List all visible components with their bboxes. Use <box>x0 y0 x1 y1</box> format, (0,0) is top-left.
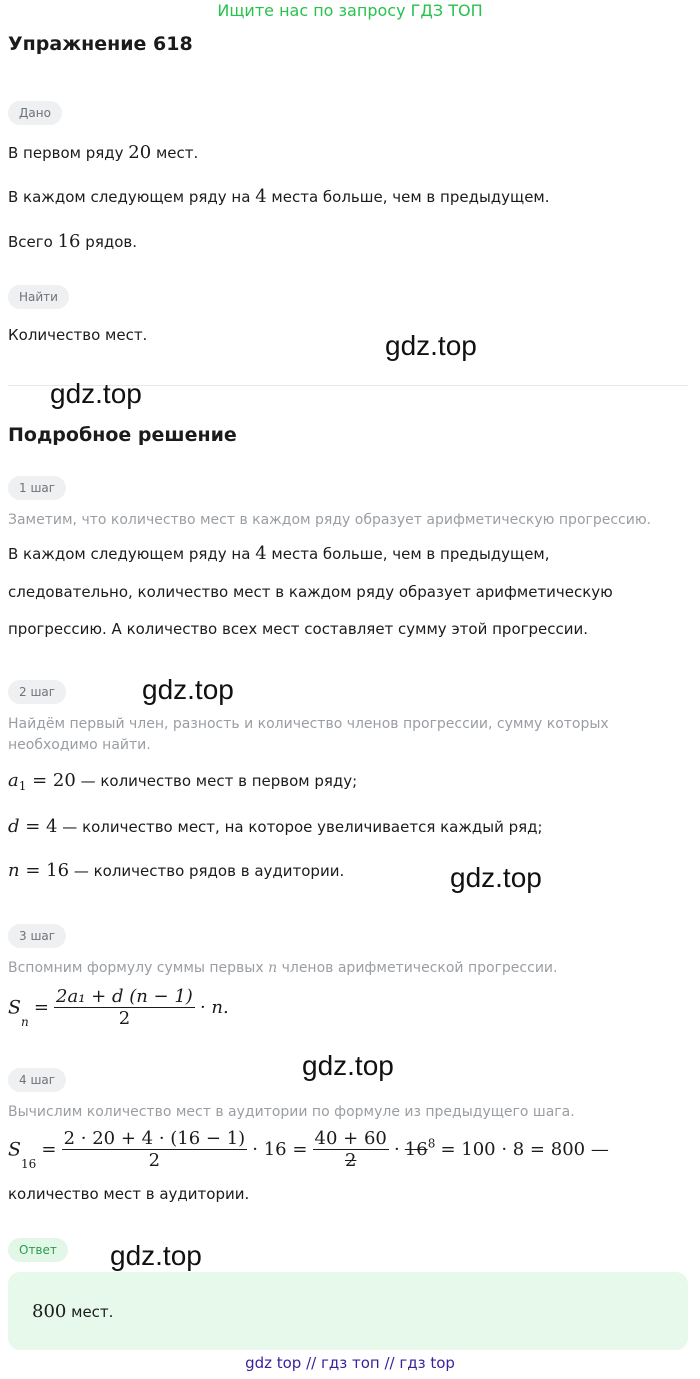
given-line-3-b: рядов. <box>85 233 137 251</box>
step-1-chip: 1 шаг <box>8 476 66 500</box>
given-line-1-num: 20 <box>128 142 152 163</box>
given-line-2-a: В каждом следующем ряду на <box>8 188 251 206</box>
step-1-line-1-a: В каждом следующем ряду на <box>8 545 251 563</box>
step-3-hint <box>8 960 557 976</box>
watermark: gdz.top <box>385 330 477 361</box>
step-4-chip: 4 шаг <box>8 1068 66 1092</box>
given-line-3-a: Всего <box>8 233 53 251</box>
a1-var: a <box>8 770 19 791</box>
n-var: n <box>8 860 20 881</box>
given-line-2 <box>8 186 550 207</box>
footer-links[interactable]: gdz top // гдз топ // гдз top <box>245 1354 455 1372</box>
watermark: gdz.top <box>142 674 234 705</box>
step-1-line-1-num: 4 <box>255 543 267 564</box>
answer-word: мест. <box>71 1303 114 1321</box>
given-line-1 <box>8 142 198 163</box>
given-line-2-b: места больше, чем в предыдущем. <box>271 188 550 206</box>
d-var: d <box>8 816 20 837</box>
given-line-1-b: мест. <box>155 144 199 162</box>
step-1-hint: Заметим, что количество мест в каждом ряду образует арифметическую прогрессию. <box>8 512 652 528</box>
calc-fraction-2 <box>313 1128 389 1171</box>
step-4-line-2: количество мест в аудитории. <box>8 1185 250 1203</box>
sum-formula-tail: · n. <box>199 997 229 1018</box>
solution-title: Подробное решение <box>8 424 237 446</box>
calc-fraction-1-denominator: 2 <box>148 1150 161 1171</box>
calc-lhs-sub: 16 <box>21 1157 37 1171</box>
n-eq: = 16 <box>19 860 70 881</box>
given-chip: Дано <box>8 101 62 125</box>
calc-sup-8: 8 <box>427 1136 436 1151</box>
a1-text: — количество мест в первом ряду; <box>80 772 358 790</box>
calc-fraction-1 <box>62 1128 248 1171</box>
step-1-line-2: следовательно, количество мест в каждом ряду образует арифметическую <box>8 583 613 601</box>
sum-formula-lhs: S <box>8 996 22 1019</box>
equals-sign: = <box>41 1139 57 1160</box>
calc-mid: · 16 = <box>252 1139 308 1160</box>
step-3-hint-n: n <box>268 960 278 976</box>
sum-formula-numerator: 2a₁ + d (n − 1) <box>56 986 193 1007</box>
sum-formula-lhs-sub: n <box>21 1015 29 1029</box>
given-line-3 <box>8 231 137 252</box>
top-banner: Ищите нас по запросу ГДЗ ТОП <box>217 1 483 20</box>
d-text: — количество мест, на которое увеличивается каждый ряд; <box>62 818 543 836</box>
calc-formula <box>8 1128 609 1171</box>
a1-sub: 1 <box>18 779 27 793</box>
given-line-2-num: 4 <box>255 186 267 207</box>
watermark: gdz.top <box>302 1050 394 1081</box>
n-text: — количество рядов в аудитории. <box>73 862 345 880</box>
given-line-1-a: В первом ряду <box>8 144 124 162</box>
calc-lhs: S <box>8 1138 22 1161</box>
given-line-3-num: 16 <box>57 231 81 252</box>
step-1-line-3: прогрессию. А количество всех мест составляет сумму этой прогрессии. <box>8 620 589 638</box>
watermark: gdz.top <box>50 378 142 409</box>
calc-fraction-2-denominator: 2 <box>344 1150 357 1171</box>
calc-fraction-2-numerator: 40 + 60 <box>314 1128 387 1149</box>
step-3-hint-a: Вспомним формулу суммы первых <box>8 960 264 976</box>
step-2-d-line <box>8 816 543 837</box>
calc-dot: · <box>393 1139 400 1160</box>
calc-struck-16: 16 <box>404 1139 428 1160</box>
a1-eq: = 20 <box>26 770 76 791</box>
step-2-hint-2: необходимо найти. <box>8 737 151 753</box>
step-2-a1-line <box>8 770 357 793</box>
step-3-chip: 3 шаг <box>8 924 66 948</box>
answer-text <box>32 1301 113 1322</box>
step-1-line-1 <box>8 543 550 564</box>
step-2-chip: 2 шаг <box>8 680 66 704</box>
step-1-line-1-b: места больше, чем в предыдущем, <box>271 545 550 563</box>
watermark: gdz.top <box>450 862 542 893</box>
step-3-hint-b: членов арифметической прогрессии. <box>281 960 558 976</box>
step-2-n-line <box>8 860 344 881</box>
answer-chip: Ответ <box>8 1238 68 1262</box>
watermark: gdz.top <box>110 1240 202 1271</box>
d-eq: = 4 <box>19 816 58 837</box>
answer-num: 800 <box>32 1301 67 1322</box>
sum-formula-denominator: 2 <box>118 1008 131 1029</box>
sum-formula-fraction <box>54 986 195 1029</box>
calc-fraction-1-numerator: 2 · 20 + 4 · (16 − 1) <box>63 1128 246 1149</box>
step-2-hint-1: Найдём первый член, разность и количество членов прогрессии, сумму которых <box>8 716 609 732</box>
step-4-hint: Вычислим количество мест в аудитории по формуле из предыдущего шага. <box>8 1104 575 1120</box>
find-text: Количество мест. <box>8 326 148 344</box>
find-chip: Найти <box>8 285 69 309</box>
page-title: Упражнение 618 <box>8 33 193 55</box>
calc-result: = 100 · 8 = 800 — <box>440 1139 609 1160</box>
equals-sign: = <box>33 997 49 1018</box>
sum-formula <box>8 986 229 1029</box>
